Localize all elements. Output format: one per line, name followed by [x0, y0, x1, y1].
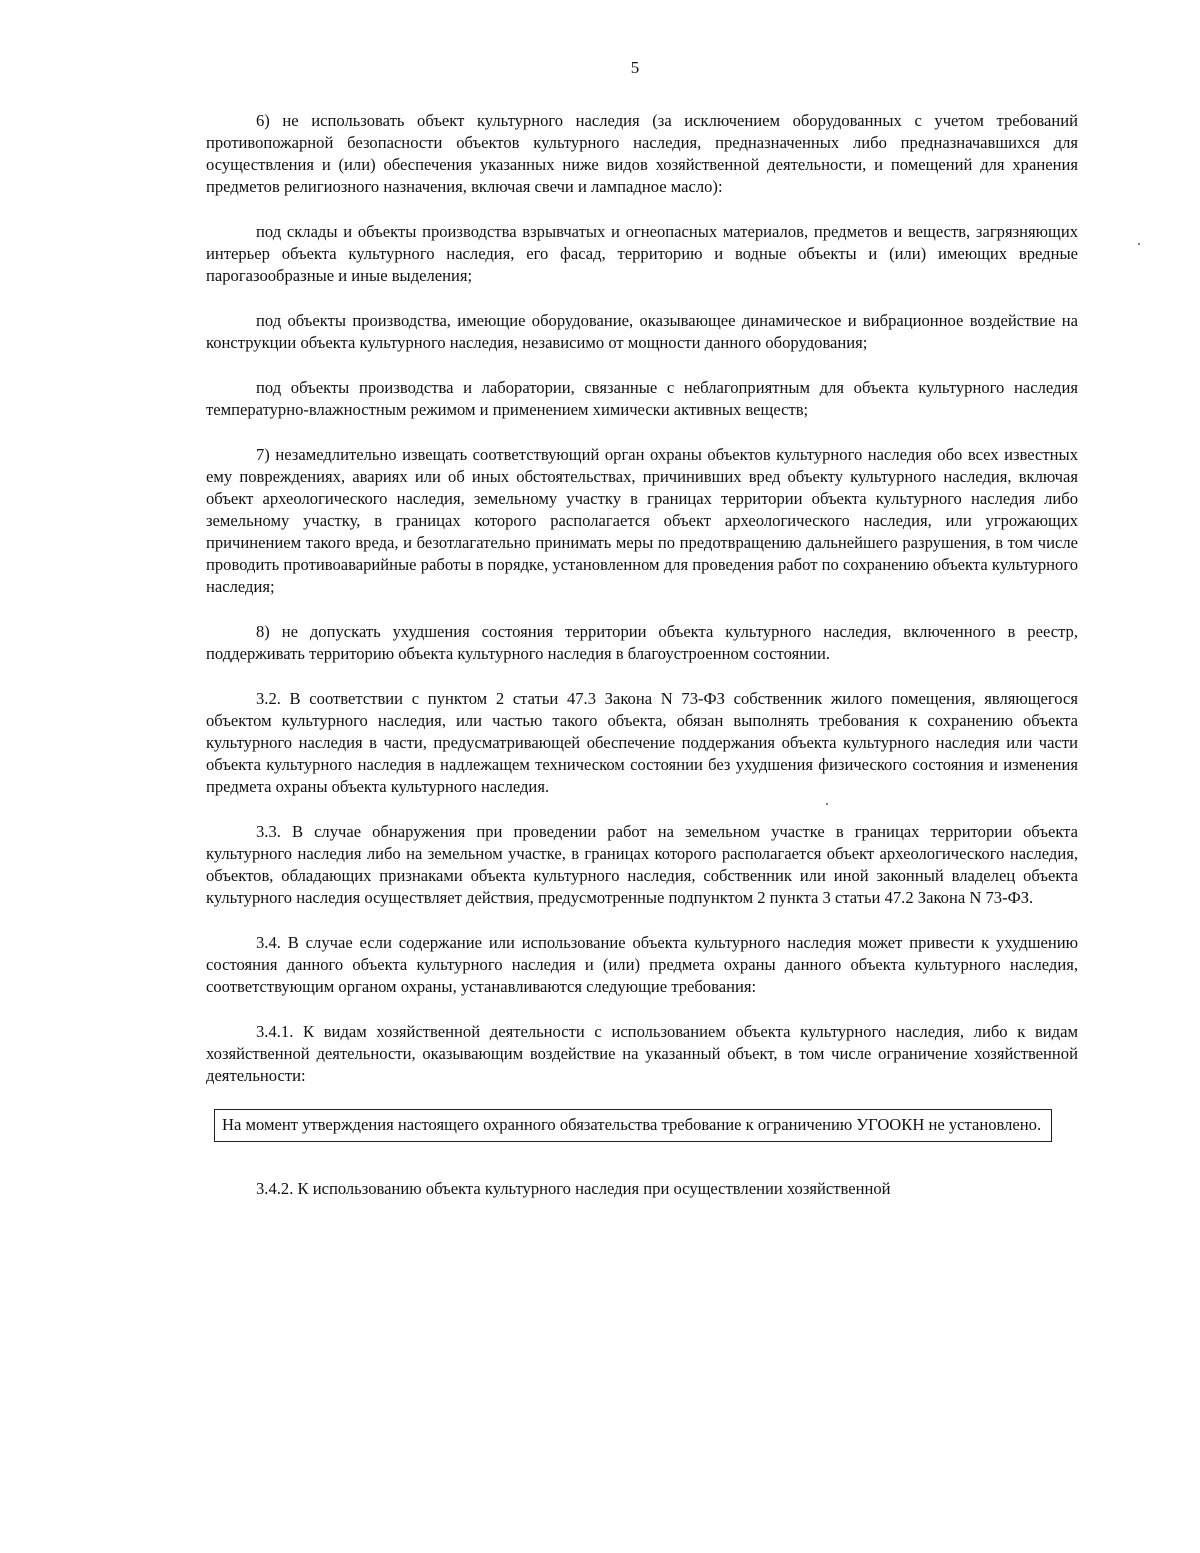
paragraph-3-4-2: 3.4.2. К использованию объекта культурного наследия при осуществлении хозяйственной: [256, 1179, 891, 1198]
page-number: 5: [630, 58, 640, 77]
paragraph-3-4-1: 3.4.1. К видам хозяйственной деятельности с использованием объекта культурного наследия, либо к видам хозяйственной деятельности, оказывающим воздействие на указанный объект, в том числе ограничение хозяйственной деятельности:: [206, 1022, 1078, 1085]
paragraph-3-4: 3.4. В случае если содержание или использование объекта культурного наследия может привести к ухудшению состояния данного объекта культурного наследия и (или) предмета охраны данного объекта культурного наследия, соответствующим органом охраны, устанавливаются следующие требования:: [206, 933, 1078, 996]
paragraph-item-8: 8) не допускать ухудшения состояния территории объекта культурного наследия, включенного в реестр, поддерживать территорию объекта культурного наследия в благоустроенном состоянии.: [206, 622, 1078, 663]
paragraph-item-7: 7) незамедлительно извещать соответствующий орган охраны объектов культурного наследия обо всех известных ему повреждениях, авариях или об иных обстоятельствах, причинивших вред объекту культурного наследия, включая объект археологического наследия, земельному участку в границах территории объекта культурного наследия либо земельному участку, в границах которого располагается объект археологического наследия, или угрожающих причинением такого вреда, и безотлагательно принимать меры по предотвращению дальнейшего разрушения, в том числе проводить противоаварийные работы в порядке, установленном для проведения работ по сохранению объекта культурного наследия;: [206, 445, 1078, 596]
paragraph-3-3: 3.3. В случае обнаружения при проведении работ на земельном участке в границах территории объекта культурного наследия либо на земельном участке, в границах которого располагается объект археологического наследия, объектов, обладающих признаками объекта культурного наследия, собственник или иной законный владелец объекта культурного наследия осуществляет действия, предусмотренные подпунктом 2 пункта 3 статьи 47.2 Закона N 73-ФЗ.: [206, 822, 1078, 907]
paragraph-warehouses: под склады и объекты производства взрывчатых и огнеопасных материалов, предметов и веществ, загрязняющих интерьер объекта культурного наследия, его фасад, территорию и водные объекты и (или) имеющих вредные парогазообразные и иные выделения;: [206, 222, 1078, 285]
paragraph-laboratories: под объекты производства и лаборатории, связанные с неблагоприятным для объекта культурного наследия температурно-влажностным режимом и применением химически активных веществ;: [206, 378, 1078, 419]
scan-speck: [1138, 243, 1140, 245]
paragraph-production-equipment: под объекты производства, имеющие оборудование, оказывающее динамическое и вибрационное воздействие на конструкции объекта культурного наследия, независимо от мощности данного оборудования;: [206, 311, 1078, 352]
paragraph-item-6: 6) не использовать объект культурного наследия (за исключением оборудованных с учетом требований противопожарной безопасности объектов культурного наследия, предназначенных либо предназначавшихся для осуществления и (или) обеспечения указанных ниже видов хозяйственной деятельности, и помещений для хранения предметов религиозного назначения, включая свечи и лампадное масло):: [206, 111, 1078, 196]
paragraph-3-2: 3.2. В соответствии с пунктом 2 статьи 47.3 Закона N 73-ФЗ собственник жилого помещения, являющегося объектом культурного наследия, или частью такого объекта, обязан выполнять требования к сохранению объекта культурного наследия в части, предусматривающей обеспечение поддержания объекта культурного наследия или части объекта культурного наследия в надлежащем техническом состоянии без ухудшения физического состояния и изменения предмета охраны объекта культурного наследия.: [206, 689, 1078, 796]
scan-speck: [826, 803, 828, 805]
document-body: [206, 110, 1078, 1223]
notice-box: На момент утверждения настоящего охранного обязательства требование к ограничению УГООКН не установлено.: [214, 1109, 1052, 1142]
